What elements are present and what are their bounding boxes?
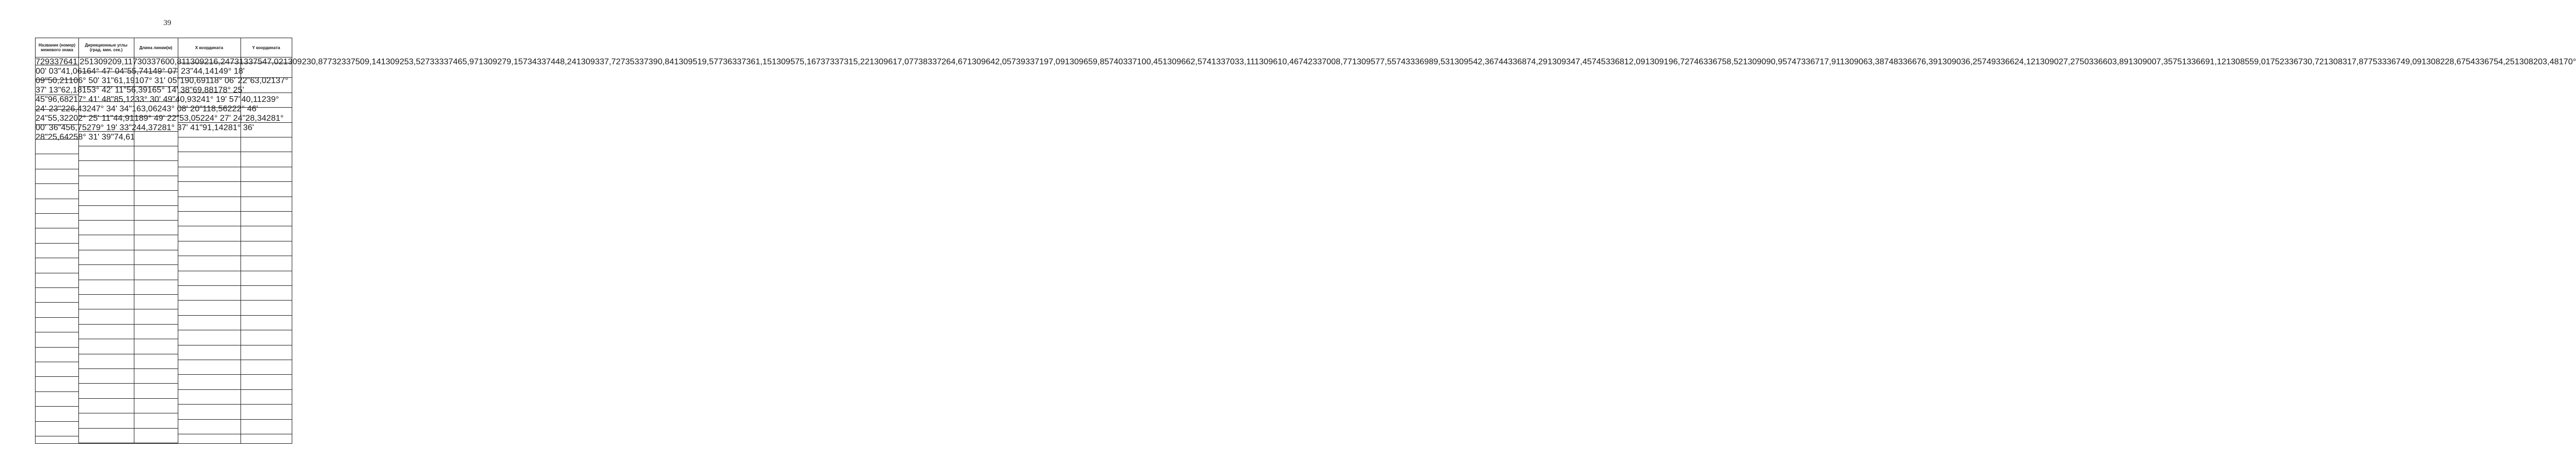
direction-angle: 118° 06' 22" xyxy=(205,76,250,85)
line-length: 96,68 xyxy=(48,95,69,104)
length-underline xyxy=(134,205,178,206)
point-name: 740 xyxy=(1109,57,1123,66)
x-underline xyxy=(178,404,241,405)
point-name: 735 xyxy=(620,57,635,66)
angle-underline xyxy=(78,86,134,87)
name-underline xyxy=(36,317,78,318)
y-coordinate: 1309216,24 xyxy=(185,57,230,66)
direction-angle: 149° 07' 23" xyxy=(148,67,193,76)
angle-underline xyxy=(78,383,134,384)
point-name: 739 xyxy=(1011,57,1026,66)
x-underline xyxy=(178,77,241,78)
length-underline xyxy=(134,86,178,87)
direction-angle: 153° 42' 11" xyxy=(82,86,127,95)
line-length: 25,64 xyxy=(48,133,69,142)
x-coordinate: 337390,84 xyxy=(634,57,674,66)
x-coordinate: 337315,22 xyxy=(830,57,869,66)
y-underline xyxy=(241,404,292,405)
x-coordinate: 337264,67 xyxy=(928,57,967,66)
x-coordinate: 336717,91 xyxy=(1801,57,1840,66)
y-underline xyxy=(241,285,292,286)
line-length: 62,18 xyxy=(61,86,82,95)
y-coordinate: 1309196,72 xyxy=(1645,57,1690,66)
line-length: 226,43 xyxy=(61,105,87,113)
point-name: 744 xyxy=(1494,57,1508,66)
x-underline xyxy=(178,389,241,390)
y-coordinate: 1309577,55 xyxy=(1352,57,1396,66)
x-coordinate: 337465,97 xyxy=(439,57,479,66)
x-coordinate: 336989,53 xyxy=(1410,57,1450,66)
x-coordinate: 336691,12 xyxy=(2186,57,2226,66)
line-length: 44,91 xyxy=(113,114,134,123)
name-underline xyxy=(36,243,78,244)
point-name: 750 xyxy=(2075,57,2089,66)
direction-angle: 178° 25' 45" xyxy=(36,86,244,104)
header-divider xyxy=(78,38,79,57)
y-coordinate: 1309279,15 xyxy=(478,57,523,66)
angle-underline xyxy=(78,131,134,132)
line-length: 85,1 xyxy=(113,95,130,104)
name-underline xyxy=(36,213,78,214)
point-name: 733 xyxy=(425,57,439,66)
x-coordinate: 337100,45 xyxy=(1123,57,1163,66)
direction-angle: 189° 49' 22" xyxy=(134,114,180,123)
x-coordinate: 337600,81 xyxy=(146,57,186,66)
direction-angle: 233° 30' 49" xyxy=(130,95,176,104)
y-underline xyxy=(241,389,292,390)
x-coordinate: 337448,24 xyxy=(536,57,577,66)
point-name: 741 xyxy=(1202,57,1216,66)
line-length: 55,74 xyxy=(127,67,148,76)
table-body xyxy=(36,57,2576,443)
y-coordinate: 1309036,25 xyxy=(1938,57,1982,66)
direction-angle: 222° 46' 24" xyxy=(36,105,258,123)
point-name: 747 xyxy=(1787,57,1801,66)
header-x: X координата xyxy=(195,45,223,50)
point-name: 746 xyxy=(1689,57,1703,66)
name-underline xyxy=(36,421,78,422)
direction-angle: 239° 24' 23" xyxy=(36,95,279,113)
x-coordinate: 336624,12 xyxy=(1996,57,2036,66)
line-length: 244,37 xyxy=(132,123,157,132)
point-name: 743 xyxy=(1396,57,1411,66)
y-underline xyxy=(241,211,292,212)
x-coordinate: 337197,09 xyxy=(1025,57,1065,66)
direction-angle: 149° 18' 09" xyxy=(36,67,245,85)
length-underline xyxy=(134,116,178,117)
x-coordinate: 336676,39 xyxy=(1898,57,1938,66)
angle-underline xyxy=(78,368,134,369)
x-underline xyxy=(178,315,241,316)
angle-underline xyxy=(78,220,134,221)
x-underline xyxy=(178,419,241,420)
y-coordinate: 1309253,52 xyxy=(381,57,426,66)
y-underline xyxy=(241,122,292,123)
name-underline xyxy=(36,287,78,288)
y-coordinate: 1309575,16 xyxy=(772,57,816,66)
point-name: 737 xyxy=(816,57,830,66)
direction-angle: 164° 47' 04" xyxy=(82,67,128,76)
x-coordinate: 336603,89 xyxy=(2089,57,2128,66)
direction-angle: 243° 08' 20" xyxy=(157,105,203,113)
y-underline xyxy=(241,300,292,301)
y-coordinate: 1308317,87 xyxy=(2323,57,2368,66)
angle-underline xyxy=(78,324,134,325)
y-underline xyxy=(241,315,292,316)
length-underline xyxy=(134,324,178,325)
line-length: 40,11 xyxy=(241,95,262,104)
line-length: 190,69 xyxy=(180,76,206,85)
point-name: 732 xyxy=(327,57,341,66)
y-underline xyxy=(241,181,292,182)
direction-angle: 202° 25' 11" xyxy=(68,114,113,123)
y-coordinate: 1309063,38 xyxy=(1840,57,1884,66)
direction-angle: 281° 37' 41" xyxy=(157,123,203,132)
direction-angle: 281° 00' 36" xyxy=(36,114,284,132)
y-coordinate: 1309659,85 xyxy=(1064,57,1109,66)
point-name: 751 xyxy=(2172,57,2187,66)
angle-underline xyxy=(78,264,134,265)
x-coordinate: 337547,02 xyxy=(244,57,283,66)
x-coordinate: 336749,09 xyxy=(2382,57,2422,66)
direction-angle: 165° 14' 38" xyxy=(147,86,193,95)
y-coordinate: 1309662,5 xyxy=(1162,57,1203,66)
direction-angle: 217° 41' 48" xyxy=(68,95,114,104)
name-underline xyxy=(36,183,78,184)
length-underline xyxy=(134,160,178,161)
point-name: 734 xyxy=(523,57,537,66)
direction-angle: 258° 31' 39" xyxy=(68,133,114,142)
length-underline xyxy=(134,428,178,429)
length-underline xyxy=(134,220,178,221)
y-coordinate: 1309090,95 xyxy=(1743,57,1788,66)
y-coordinate: 1309642,05 xyxy=(967,57,1012,66)
length-underline xyxy=(134,131,178,132)
line-length: 61,19 xyxy=(113,76,135,85)
angle-underline xyxy=(78,101,134,102)
y-coordinate: 1309337,72 xyxy=(576,57,621,66)
name-underline xyxy=(36,347,78,348)
direction-angle: 107° 31' 05" xyxy=(134,76,180,85)
length-underline xyxy=(134,101,178,102)
boundary-points-table xyxy=(35,38,2576,444)
line-length: 41,06 xyxy=(61,67,82,76)
direction-angle: 137° 37' 13" xyxy=(36,76,289,95)
page-number: 39 xyxy=(163,19,171,27)
line-length: 50,21 xyxy=(48,76,69,85)
name-underline xyxy=(36,124,78,125)
x-underline xyxy=(178,107,241,108)
direction-angle: 247° 34' 34" xyxy=(86,105,132,113)
direction-angle: 279° 19' 33" xyxy=(86,123,132,132)
header-angle: Дирекционные углы (град. мин. сек.) xyxy=(85,43,128,52)
name-underline xyxy=(36,376,78,377)
x-underline xyxy=(178,300,241,301)
x-underline xyxy=(178,181,241,182)
direction-angle: 241° 19' 57" xyxy=(196,95,242,104)
point-name: 730 xyxy=(132,57,147,66)
angle-underline xyxy=(78,294,134,295)
y-coordinate: 1308228,6 xyxy=(2421,57,2461,66)
y-coordinate: 1309007,35 xyxy=(2128,57,2173,66)
line-length: 56,39 xyxy=(126,86,147,95)
point-name: 729 xyxy=(36,57,50,66)
point-name: 738 xyxy=(913,57,928,66)
length-underline xyxy=(134,383,178,384)
y-coordinate: 1309209,11 xyxy=(89,57,133,66)
x-underline xyxy=(178,211,241,212)
point-name: 749 xyxy=(1982,57,1996,66)
point-name: 736 xyxy=(718,57,732,66)
angle-underline xyxy=(78,398,134,399)
length-underline xyxy=(134,264,178,265)
line-length: 44,14 xyxy=(193,67,214,76)
name-underline xyxy=(36,139,78,140)
direction-angle: 106° 50' 31" xyxy=(68,76,114,85)
direction-angle: 224° 27' 24" xyxy=(200,114,246,123)
x-coordinate: 336874,29 xyxy=(1508,57,1548,66)
angle-underline xyxy=(78,116,134,117)
line-length: 163,06 xyxy=(132,105,157,113)
column-divider xyxy=(78,57,79,443)
point-name: 753 xyxy=(2368,57,2382,66)
name-underline xyxy=(36,79,78,80)
name-underline xyxy=(36,406,78,407)
direction-angle: 170° 00' 03" xyxy=(36,57,2576,76)
x-coordinate: 336730,72 xyxy=(2284,57,2324,66)
x-coordinate: 336812,09 xyxy=(1606,57,1645,66)
angle-underline xyxy=(78,160,134,161)
length-underline xyxy=(134,398,178,399)
line-length: 53,05 xyxy=(179,114,201,123)
header-name: Название (номер) межевого знака xyxy=(38,43,76,52)
angle-underline xyxy=(78,428,134,429)
y-coordinate: 1309519,57 xyxy=(674,57,718,66)
name-underline xyxy=(36,391,78,392)
y-coordinate: 1308559,01 xyxy=(2226,57,2271,66)
point-name: 742 xyxy=(1298,57,1313,66)
x-underline xyxy=(178,122,241,123)
line-length: 456,75 xyxy=(61,123,87,132)
y-coordinate: 1308203,48 xyxy=(2514,57,2559,66)
header-length: Длина линии(м) xyxy=(139,45,173,50)
y-underline xyxy=(241,107,292,108)
y-coordinate: 1309617,07 xyxy=(869,57,914,66)
length-underline xyxy=(134,190,178,191)
line-length: 55,32 xyxy=(48,114,69,123)
line-length: 74,61 xyxy=(113,133,135,142)
y-coordinate: 1309027,2 xyxy=(2035,57,2075,66)
x-coordinate: 336754,25 xyxy=(2475,57,2515,66)
y-coordinate: 1309610,46 xyxy=(1254,57,1299,66)
point-name: 752 xyxy=(2270,57,2285,66)
y-coordinate: 1309347,45 xyxy=(1547,57,1592,66)
y-coordinate: 1309230,87 xyxy=(283,57,328,66)
length-underline xyxy=(134,294,178,295)
point-name: 754 xyxy=(2461,57,2475,66)
point-name: 731 xyxy=(230,57,244,66)
x-coordinate: 337641,25 xyxy=(49,57,89,66)
line-length: 63,02 xyxy=(250,76,271,85)
direction-angle: 281° 36' 28" xyxy=(36,123,254,142)
header-y: Y координата xyxy=(252,45,280,50)
line-length: 28,34 xyxy=(245,114,267,123)
x-coordinate: 336758,52 xyxy=(1703,57,1743,66)
x-underline xyxy=(178,285,241,286)
x-coordinate: 337509,14 xyxy=(341,57,381,66)
y-underline xyxy=(241,419,292,420)
angle-underline xyxy=(78,205,134,206)
point-name: 748 xyxy=(1884,57,1898,66)
line-length: 118,56 xyxy=(202,105,228,113)
x-coordinate: 337008,77 xyxy=(1312,57,1353,66)
length-underline xyxy=(134,368,178,369)
name-underline xyxy=(36,109,78,110)
name-underline xyxy=(36,302,78,303)
table-header xyxy=(36,38,292,57)
angle-underline xyxy=(78,190,134,191)
y-underline xyxy=(241,77,292,78)
y-underline xyxy=(241,374,292,375)
x-coordinate: 337361,15 xyxy=(732,57,772,66)
line-length: 40,93 xyxy=(175,95,197,104)
x-coordinate: 337033,11 xyxy=(1216,57,1255,66)
line-length: 91,14 xyxy=(202,123,224,132)
line-length: 69,88 xyxy=(192,86,214,95)
y-coordinate: 1309542,36 xyxy=(1449,57,1494,66)
point-name: 745 xyxy=(1592,57,1606,66)
x-underline xyxy=(178,374,241,375)
